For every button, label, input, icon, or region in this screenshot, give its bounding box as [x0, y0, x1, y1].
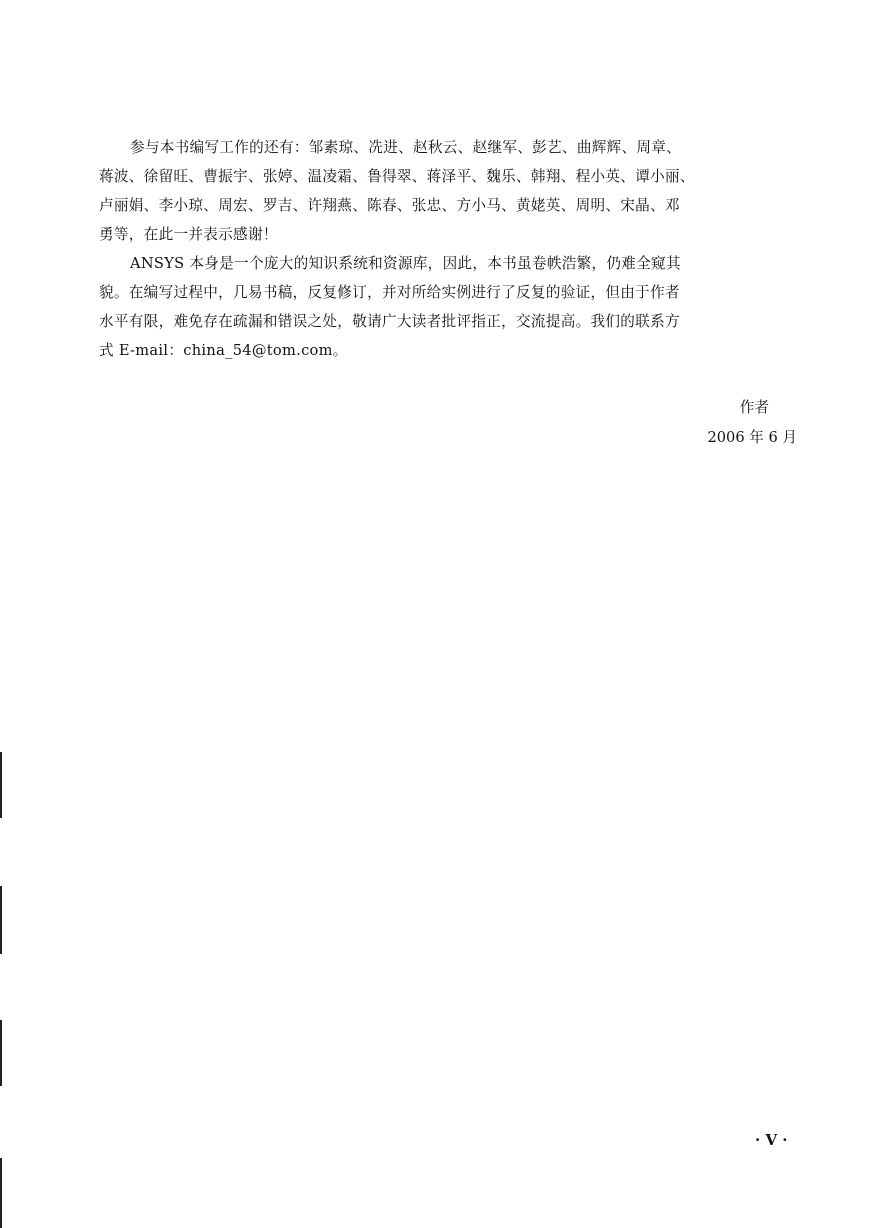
page-number: · V ·: [755, 1131, 788, 1149]
contact-paragraph: [99, 249, 799, 365]
text-line: 式 E-mail：china_54@tom.com。: [99, 342, 348, 359]
scan-edge-mark: [0, 1020, 2, 1086]
preface-body: [99, 133, 799, 365]
text-line: ANSYS 本身是一个庞大的知识系统和资源库，因此，本书虽卷帙浩繁，仍难全窥其: [130, 255, 681, 272]
text-line: 卢丽娟、李小琼、周宏、罗吉、许翔燕、陈春、张忠、方小马、黄姥英、周明、宋晶、邓: [99, 197, 680, 214]
scan-edge-mark: [0, 1158, 2, 1228]
signature-author: 作者: [739, 399, 769, 416]
scan-edge-mark: [0, 752, 2, 818]
text-line: 水平有限，难免存在疏漏和错误之处，敬请广大读者批评指正，交流提高。我们的联系方: [99, 313, 680, 330]
acknowledgement-paragraph: [99, 133, 799, 249]
text-line: 勇等，在此一并表示感谢！: [99, 226, 278, 243]
text-line: 参与本书编写工作的还有：邹素琼、冼进、赵秋云、赵继军、彭艺、曲辉辉、周章、: [130, 139, 682, 156]
text-line: 貌。在编写过程中，几易书稿，反复修订，并对所给实例进行了反复的验证，但由于作者: [99, 284, 680, 301]
text-line: 蒋波、徐留旺、曹振宇、张婷、温凌霜、鲁得翠、蒋泽平、魏乐、韩翔、程小英、谭小丽、: [99, 168, 695, 185]
signature-date: 2006 年 6 月: [707, 429, 797, 446]
scan-edge-mark: [0, 886, 2, 954]
